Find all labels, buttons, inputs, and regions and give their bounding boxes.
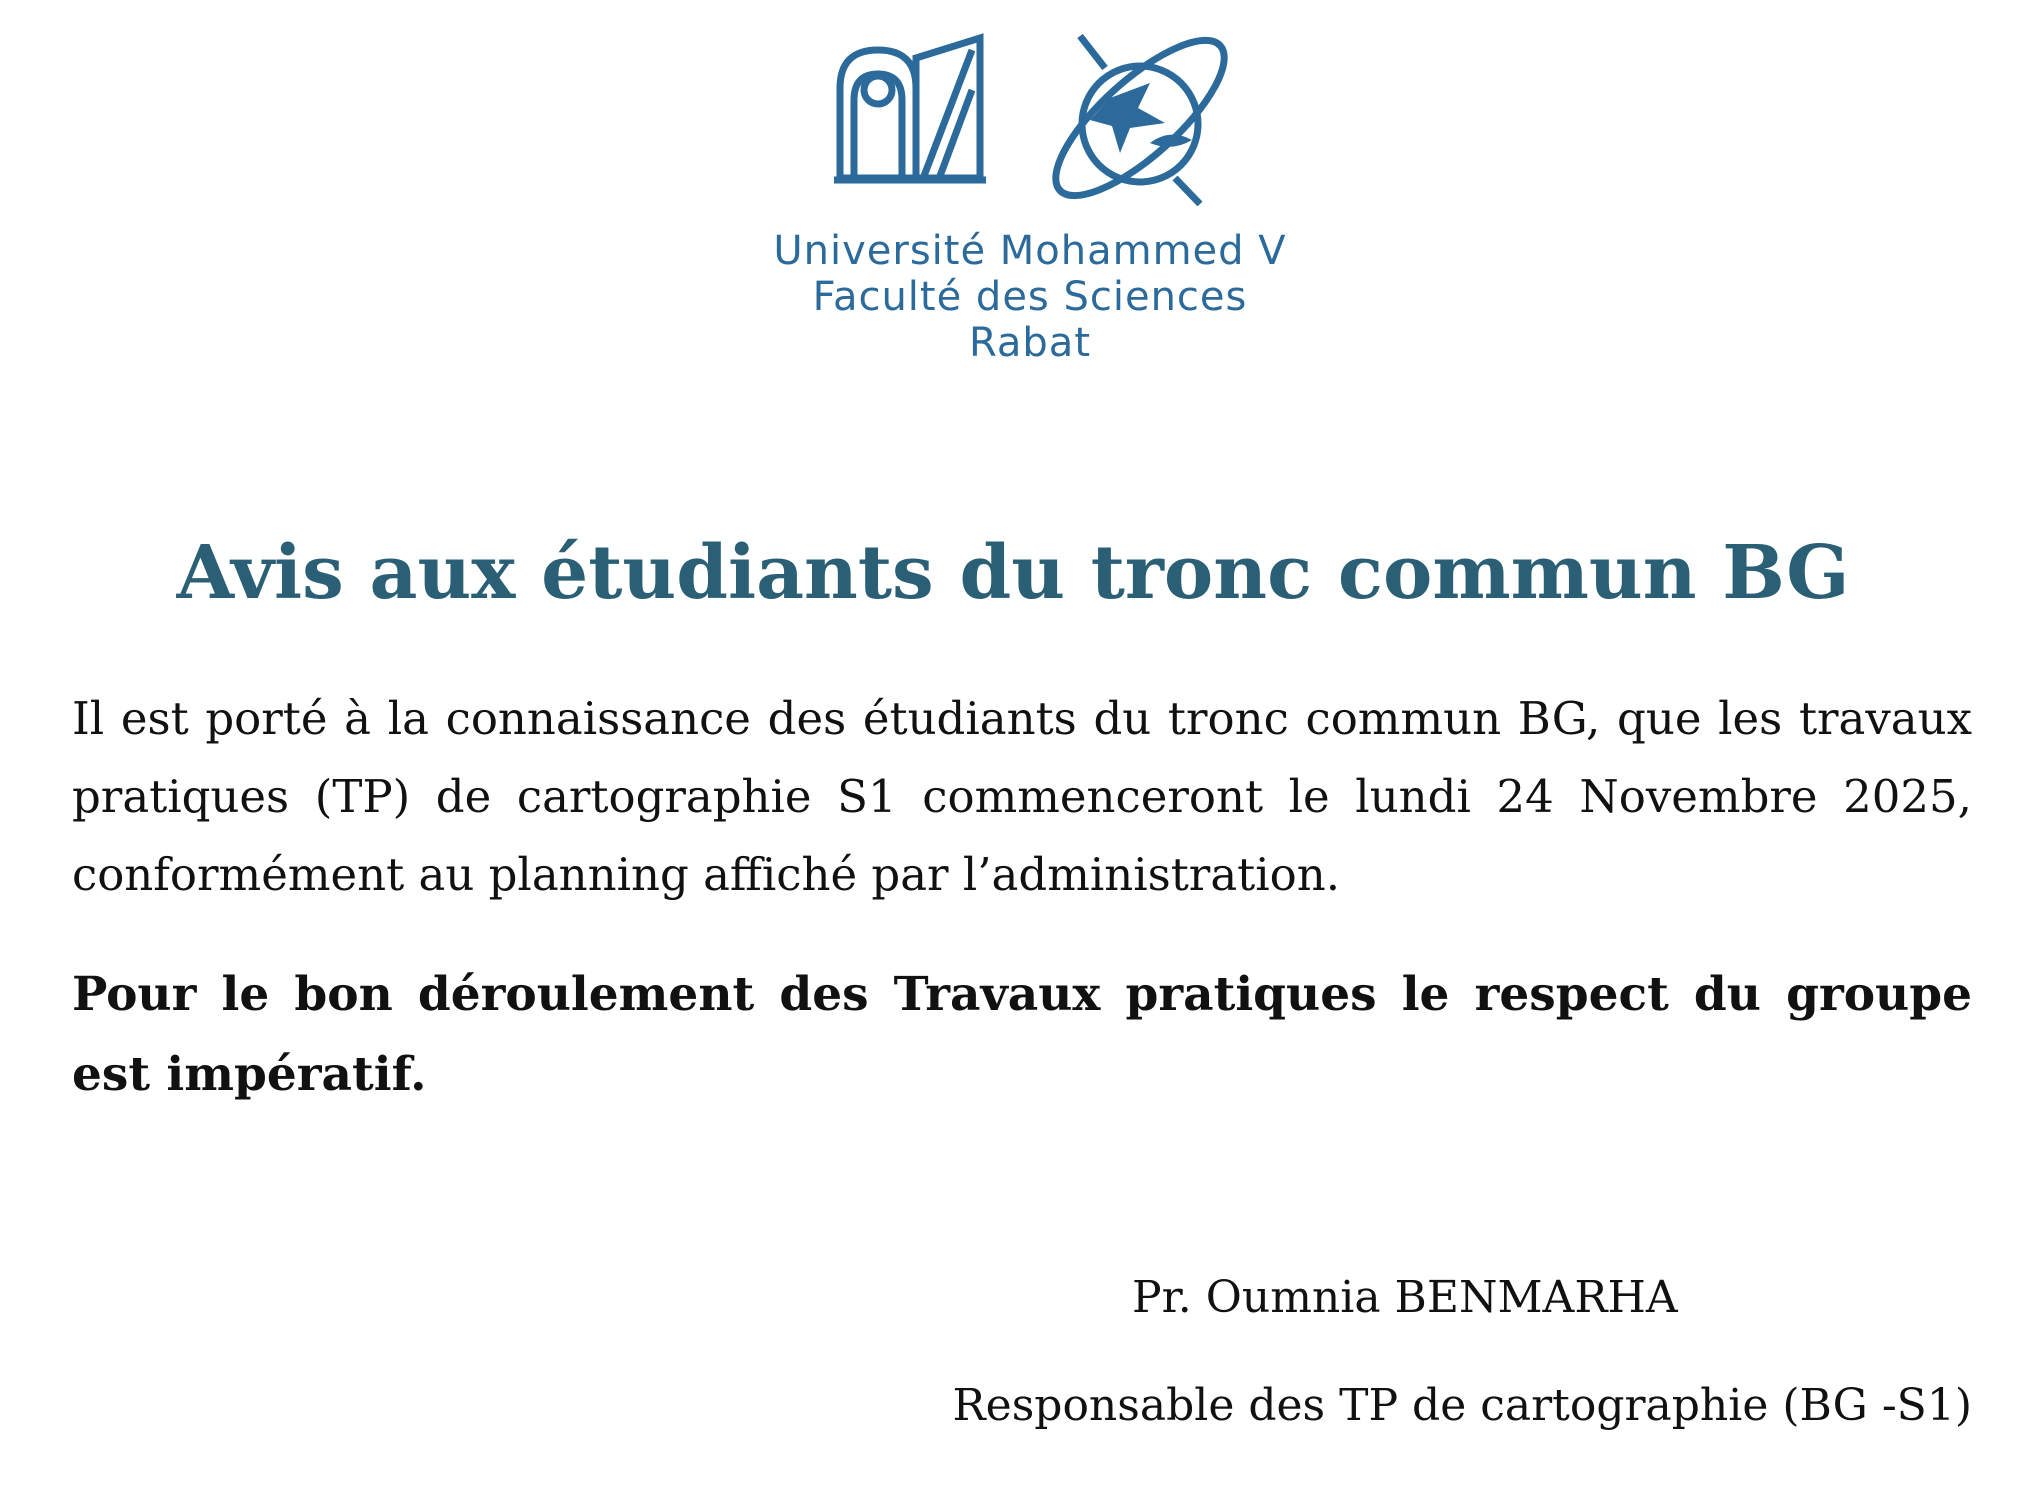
university-emblem-icon (820, 28, 1240, 208)
university-logo-text (690, 228, 1370, 366)
signatory-name: Pr. Oumnia BENMARHA (1132, 1272, 1678, 1323)
notice-paragraph: Il est porté à la connaissance des étudiants du tronc commun BG, que les travaux pratiques (TP) de cartographie S1 commenceront le lundi 24 Novembre 2025, conformément au planning affiché par l’administration. (72, 692, 1972, 901)
logo-line-university: Université Mohammed V (773, 228, 1287, 274)
notice-title: Avis aux étudiants du tronc commun BG (176, 530, 1850, 616)
logo-line-faculty: Faculté des Sciences (812, 274, 1248, 320)
logo-line-city: Rabat (968, 320, 1091, 366)
notice-emphasis: Pour le bon déroulement des Travaux pratiques le respect du groupe est impératif. (72, 967, 1972, 1102)
university-logo (690, 28, 1370, 366)
signatory-role: Responsable des TP de cartographie (BG -S1) (952, 1380, 1972, 1431)
